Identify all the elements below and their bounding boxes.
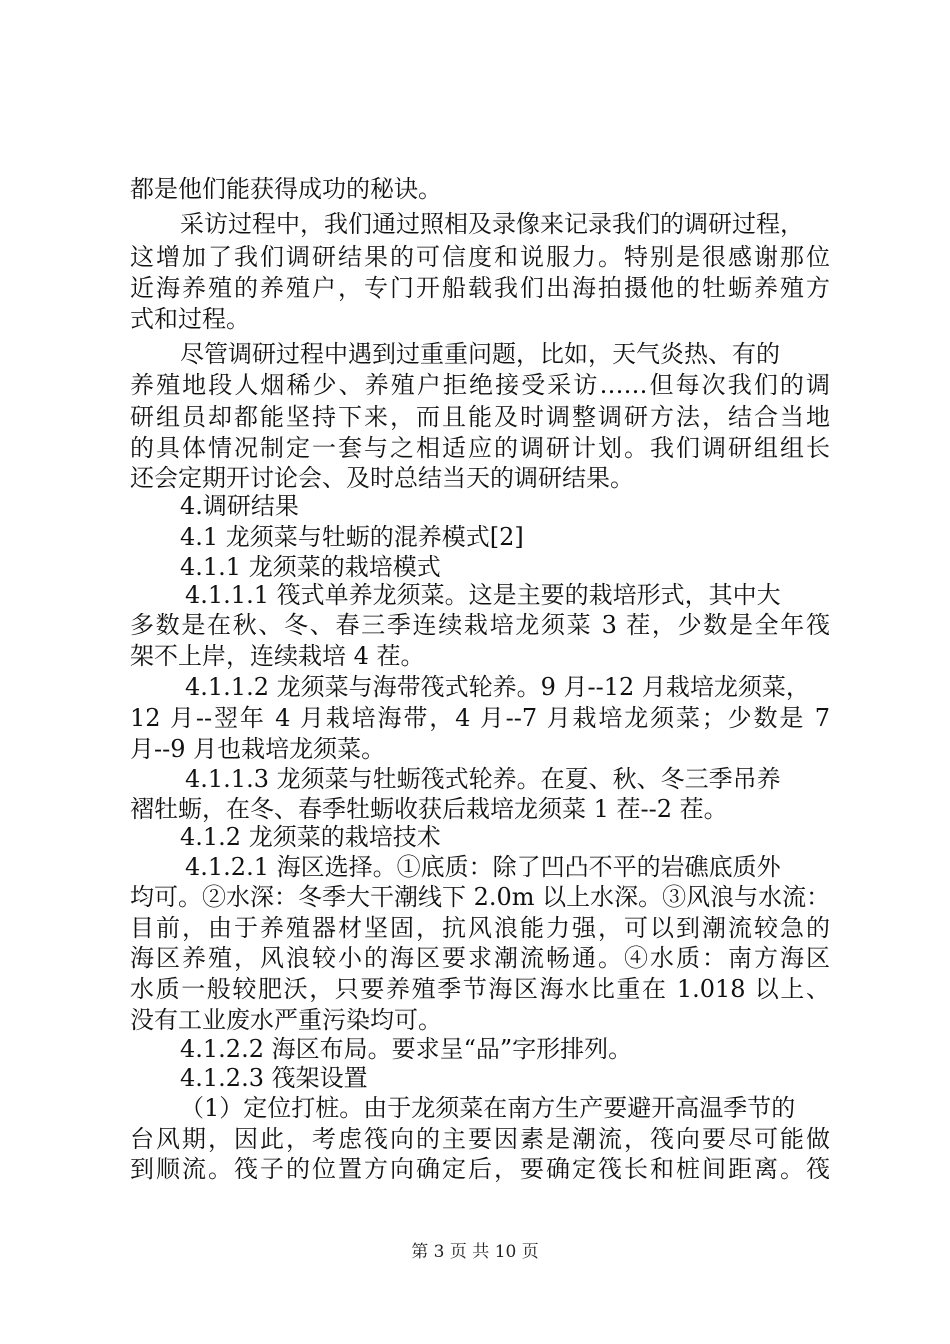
- paragraph-start-line: 4.1.1.3 龙须菜与牡蛎筏式轮养。在夏、秋、冬三季吊养: [185, 765, 781, 793]
- text-line: 台风期，因此，考虑筏向的主要因素是潮流，筏向要尽可能做: [130, 1125, 830, 1153]
- paragraph-line: 4.1.2.2 海区布局。要求呈“品”字形排列。: [180, 1035, 633, 1063]
- text-line: 到顺流。筏子的位置方向确定后，要确定筏长和桩间距离。筏: [130, 1155, 830, 1183]
- paragraph-start-line: 采访过程中，我们通过照相及录像来记录我们的调研过程，: [180, 210, 804, 238]
- text-line: 还会定期开讨论会、及时总结当天的调研结果。: [130, 464, 634, 492]
- paragraph-start-line: 4.1.2.1 海区选择。①底质：除了凹凸不平的岩礁底质外: [185, 853, 781, 881]
- text-line: 海区养殖，风浪较小的海区要求潮流畅通。④水质：南方海区: [130, 944, 830, 972]
- text-line: 都是他们能获得成功的秘诀。: [130, 175, 442, 203]
- section-heading: 4.1.2.3 筏架设置: [180, 1064, 368, 1092]
- text-line: 目前，由于养殖器材坚固，抗风浪能力强，可以到潮流较急的: [130, 914, 830, 942]
- text-line: 水质一般较肥沃，只要养殖季节海区海水比重在 1.018 以上、: [130, 975, 830, 1003]
- section-heading: 4.1.2 龙须菜的栽培技术: [180, 823, 441, 851]
- paragraph-start-line: 4.1.1.2 龙须菜与海带筏式轮养。9 月--12 月栽培龙须菜，: [185, 673, 810, 701]
- text-line: 近海养殖的养殖户，专门开船载我们出海拍摄他的牡蛎养殖方: [130, 274, 830, 302]
- paragraph-start-line: （1）定位打桩。由于龙须菜在南方生产要避开高温季节的: [180, 1094, 796, 1122]
- paragraph-start-line: 尽管调研过程中遇到过重重问题，比如，天气炎热、有的: [180, 340, 780, 368]
- text-line: 均可。②水深：冬季大干潮线下 2.0m 以上水深。③风浪与水流：: [130, 883, 830, 911]
- text-line: 12 月--翌年 4 月栽培海带，4 月--7 月栽培龙须菜；少数是 7: [130, 704, 830, 732]
- text-line: 研组员却都能坚持下来，而且能及时调整调研方法，结合当地: [130, 403, 830, 431]
- text-line: 式和过程。: [130, 305, 250, 333]
- paragraph-start-line: 4.1.1.1 筏式单养龙须菜。这是主要的栽培形式，其中大: [185, 581, 781, 609]
- section-heading: 4.调研结果: [180, 492, 299, 520]
- section-heading: 4.1 龙须菜与牡蛎的混养模式[2]: [180, 523, 524, 551]
- text-line: 这增加了我们调研结果的可信度和说服力。特别是很感谢那位: [130, 243, 830, 271]
- page-number-footer: 第 3 页 共 10 页: [411, 1242, 539, 1262]
- text-line: 月--9 月也栽培龙须菜。: [130, 735, 386, 763]
- section-heading: 4.1.1 龙须菜的栽培模式: [180, 553, 441, 581]
- text-line: 褶牡蛎，在冬、春季牡蛎收获后栽培龙须菜 1 茬--2 茬。: [130, 795, 728, 823]
- text-line: 的具体情况制定一套与之相适应的调研计划。我们调研组组长: [130, 434, 830, 462]
- text-line: 养殖地段人烟稀少、养殖户拒绝接受采访……但每次我们的调: [130, 371, 830, 399]
- text-line: 没有工业废水严重污染均可。: [130, 1006, 442, 1034]
- text-line: 多数是在秋、冬、春三季连续栽培龙须菜 3 茬，少数是全年筏: [130, 611, 830, 639]
- text-line: 架不上岸，连续栽培 4 茬。: [130, 642, 425, 670]
